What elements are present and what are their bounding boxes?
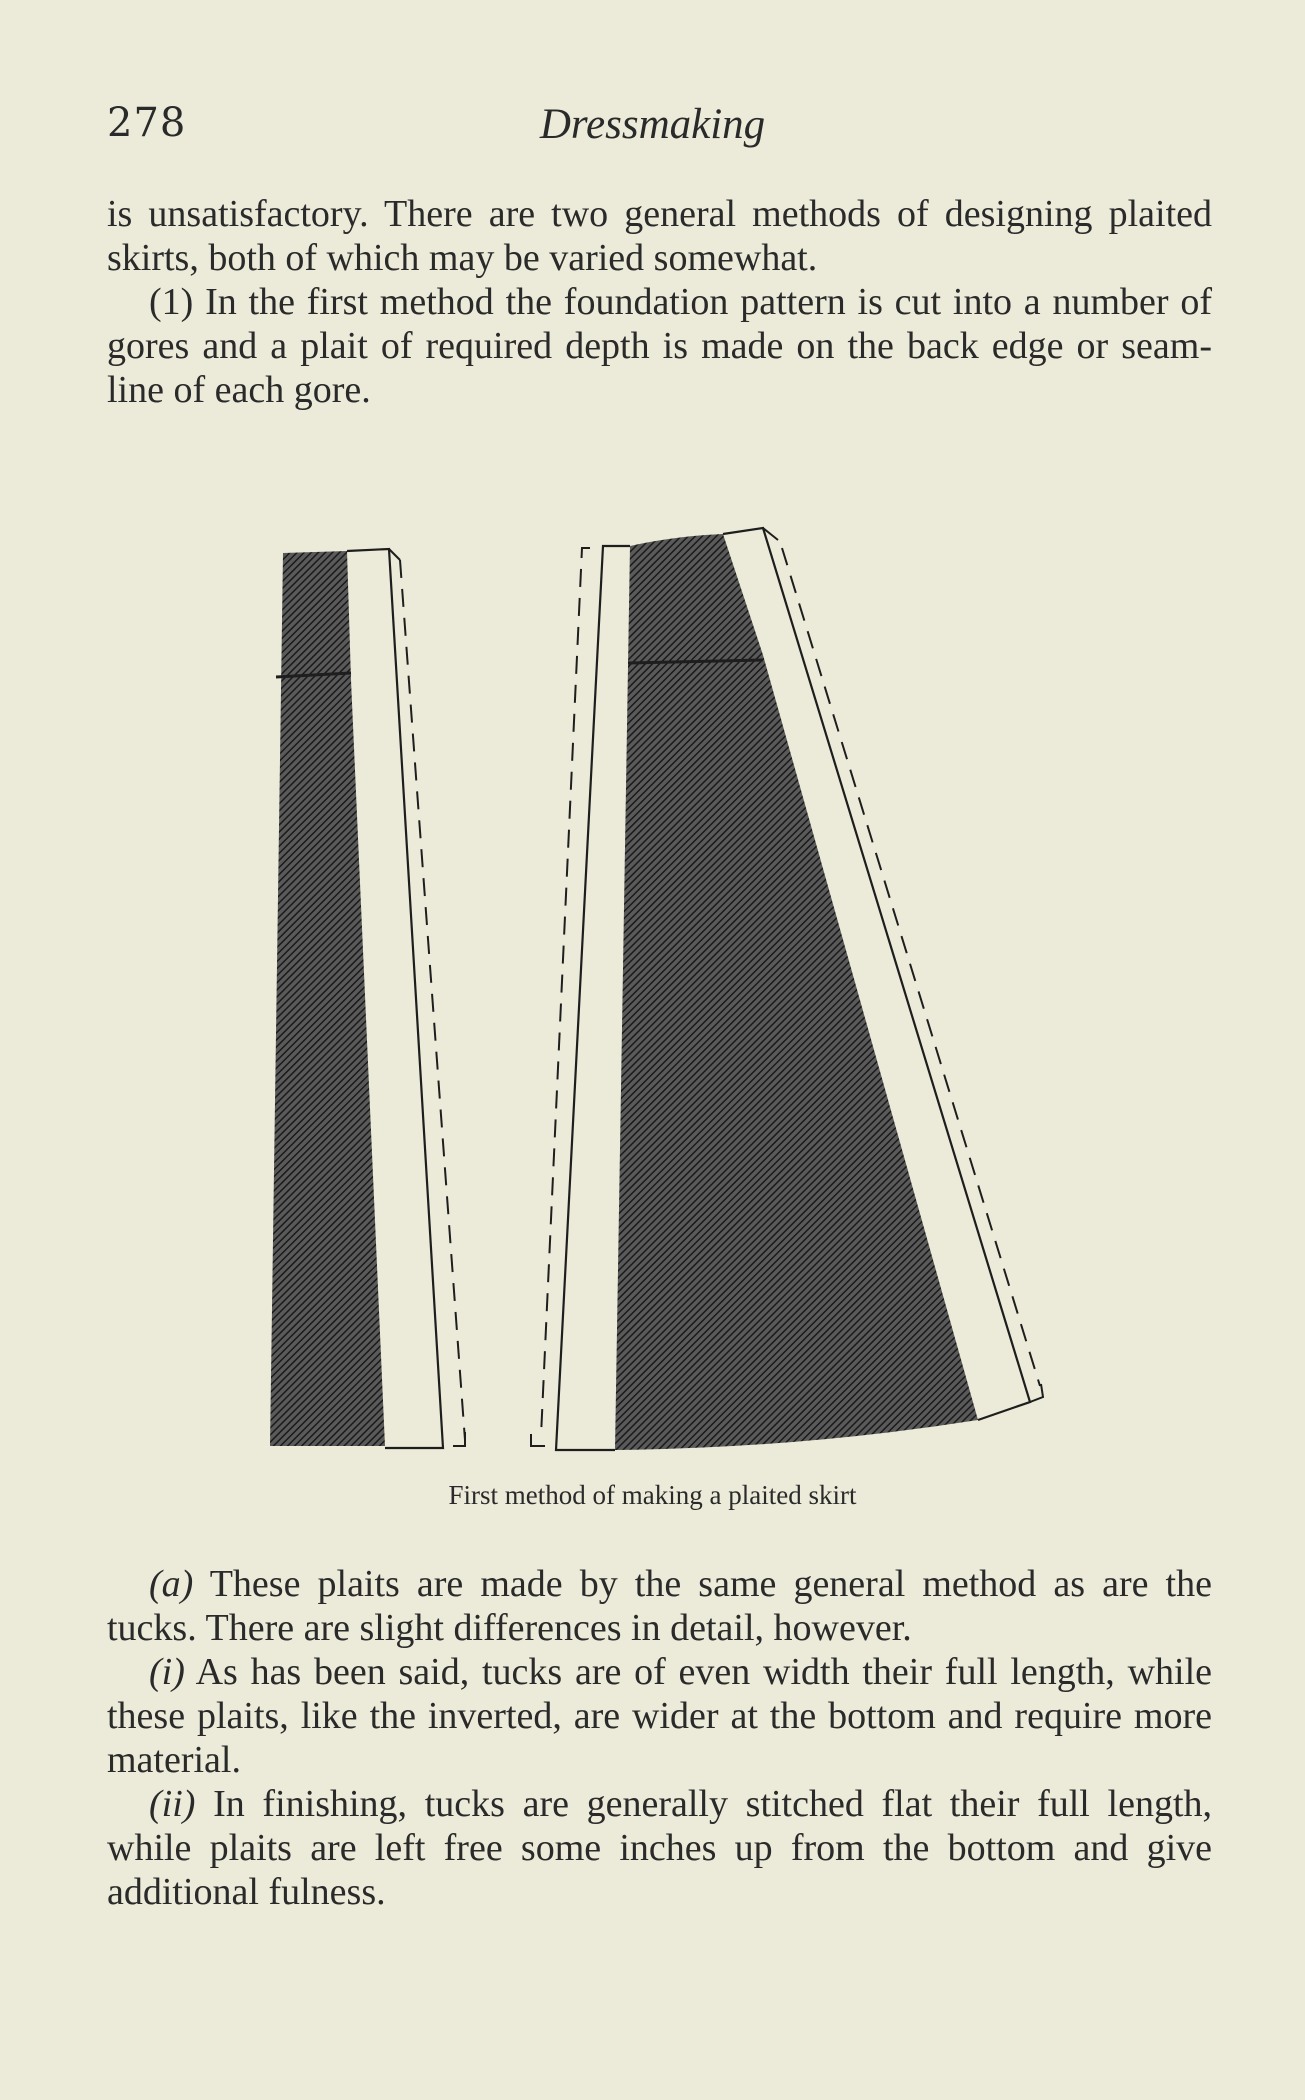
left-gore bbox=[270, 549, 465, 1448]
paragraph-ii bbox=[107, 1782, 1212, 1914]
body-text bbox=[107, 1562, 1212, 1914]
paragraph-method-one bbox=[107, 280, 1212, 412]
figure-caption: First method of making a plaited skirt bbox=[448, 1480, 857, 1510]
paragraph-text: These plaits are made by the same general method as are the tucks. There are slight differences in detail, however. bbox=[107, 1563, 1212, 1649]
paragraph-text: In finishing, tucks are generally stitched flat their full length, while plaits are left free some inches up from the bottom and give additional fulness. bbox=[107, 1783, 1213, 1913]
paragraph-text: As has been said, tucks are of even width their full length, while these plaits, like the inverted, are wider at the bottom and require more material. bbox=[107, 1651, 1213, 1781]
right-gore-dashed-seam-line bbox=[541, 548, 590, 1436]
running-title: Dressmaking bbox=[539, 101, 766, 148]
right-gore-fold-corner bbox=[1030, 1384, 1043, 1402]
page-number: 278 bbox=[107, 100, 187, 146]
right-gore-shaded-area bbox=[615, 534, 978, 1450]
plaited-skirt-illustration bbox=[250, 510, 1070, 1460]
list-marker: (a) bbox=[149, 1563, 194, 1605]
list-marker: (ii) bbox=[149, 1783, 196, 1825]
left-gore-shaded-area bbox=[270, 551, 385, 1446]
list-marker: (i) bbox=[149, 1651, 185, 1693]
paragraph-continuation: is unsatisfactory. There are two general methods of designing plaited skirts, both of which may be varied somewhat. bbox=[107, 193, 1212, 279]
paragraph-text: In the first method the foundation pattern is cut into a number of gores and a plait of required depth is made on the back edge or seam-line of each gore. bbox=[107, 281, 1212, 411]
right-gore-seam-corner bbox=[531, 1434, 545, 1446]
list-marker: (1) bbox=[149, 281, 194, 323]
left-gore-seam-corner bbox=[453, 1432, 465, 1446]
right-gore bbox=[531, 528, 1043, 1450]
intro-text bbox=[107, 192, 1212, 412]
paragraph-a bbox=[107, 1562, 1212, 1650]
paragraph-i bbox=[107, 1650, 1212, 1782]
left-gore-dashed-seam-line bbox=[400, 560, 465, 1440]
